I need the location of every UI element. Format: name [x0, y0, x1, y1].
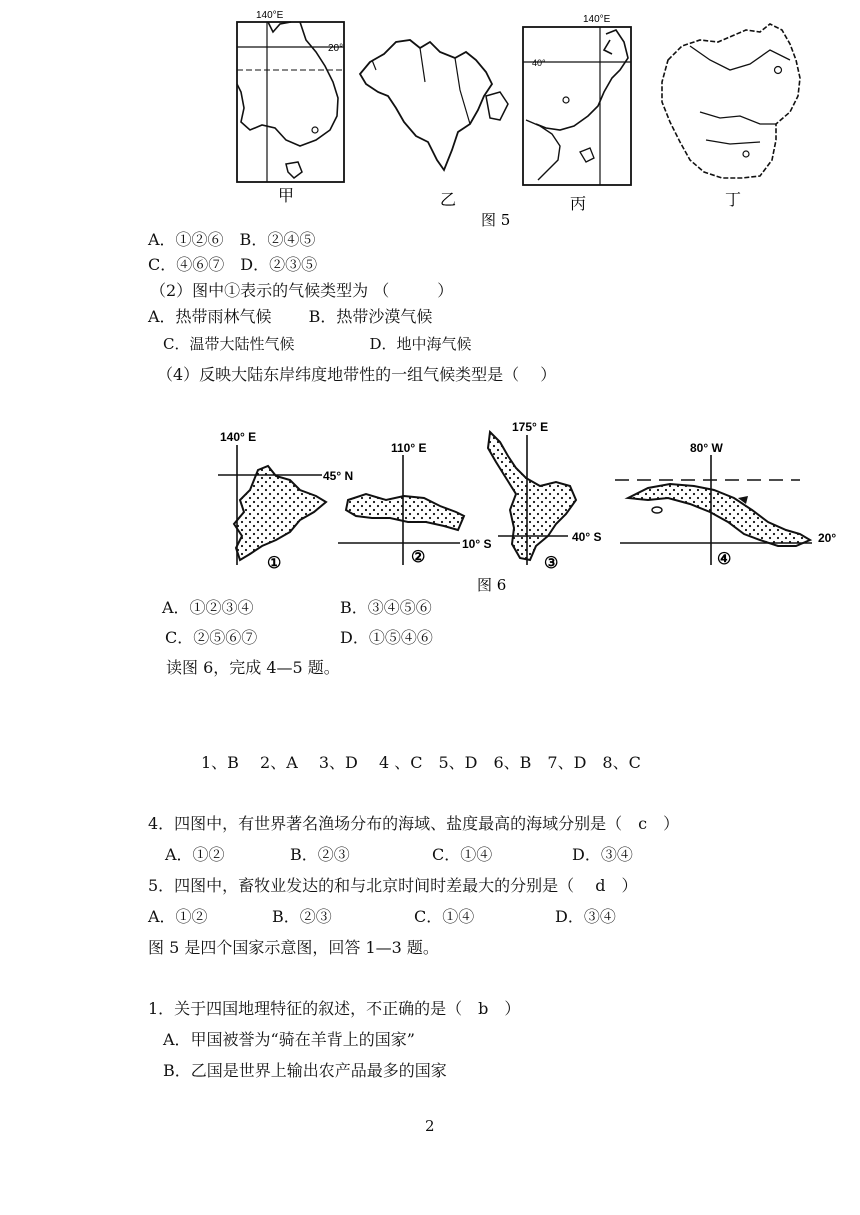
map-3: [488, 420, 601, 572]
read-figure-6-instruction: 读图 6，完成 4—5 题。: [166, 658, 340, 677]
map-1-lon-label: 140° E: [220, 430, 257, 444]
map-jia-label: 甲: [278, 186, 295, 205]
question-1-option-a: A．甲国被誉为“骑在羊背上的国家”: [163, 1030, 415, 1049]
question-5-option-d: D．③④: [555, 907, 616, 926]
option-d-set: D．①⑤④⑥: [340, 628, 433, 647]
answer-key: 1、B 2、A 3、D 4 、C 5、D 6、B 7、D 8、C: [201, 753, 641, 772]
option-a-set: A．①②③④: [162, 598, 254, 617]
map-3-number: ③: [544, 553, 559, 572]
question-2-options-ab: A．热带雨林气候 B．热带沙漠气候: [148, 307, 433, 326]
question-4-climate-stem: （4）反映大陆东岸纬度地带性的一组气候类型是（ ）: [157, 365, 557, 384]
question-4-option-a: A．①②: [165, 845, 225, 864]
map-2: [338, 441, 491, 566]
map-1-number: ①: [267, 553, 282, 572]
figure-5-caption: 图 5: [481, 211, 511, 229]
map-yi-label: 乙: [440, 190, 457, 209]
map-3-lon-label: 175° E: [512, 420, 549, 434]
question-4-option-c: C．①④: [432, 845, 493, 864]
map-bing-label: 丙: [570, 194, 587, 213]
question-2-options-cd: C．温带大陆性气候 D．地中海气候: [163, 335, 472, 353]
question-5-option-b: B．②③: [272, 907, 332, 926]
options-line-2: C．④⑥⑦ D．②③⑤: [148, 255, 318, 274]
figure-6-caption: 图 6: [477, 576, 507, 594]
map-4-lat-label: 20°: [818, 531, 837, 545]
figure-5-intro: 图 5 是四个国家示意图，回答 1—3 题。: [148, 938, 439, 957]
jia-lat-label: 20°: [328, 43, 344, 54]
question-4-option-b: B．②③: [290, 845, 350, 864]
figure-6: [0, 0, 860, 600]
bing-lat-label: 40°: [532, 58, 546, 68]
bing-lon-label: 140°E: [583, 14, 611, 25]
map-1: [218, 430, 353, 572]
page-number: 2: [425, 1117, 435, 1135]
option-b-set: B．③④⑤⑥: [340, 598, 432, 617]
question-5-option-a: A．①②: [148, 907, 208, 926]
map-4-number: ④: [717, 549, 732, 568]
question-1-stem: 1．关于四国地理特征的叙述，不正确的是（ b ）: [148, 999, 521, 1018]
map-2-number: ②: [411, 547, 426, 566]
option-c-set: C．②⑤⑥⑦: [165, 628, 258, 647]
question-5-option-c: C．①④: [414, 907, 475, 926]
question-1-option-b: B．乙国是世界上输出农产品最多的国家: [163, 1061, 447, 1080]
question-2-stem: （2）图中①表示的气候类型为 （ ）: [150, 281, 454, 300]
question-4-option-d: D．③④: [572, 845, 633, 864]
jia-lon-label: 140°E: [256, 10, 284, 21]
map-3-lat-label: 40° S: [572, 530, 602, 544]
map-ding-label: 丁: [725, 190, 742, 209]
map-1-lat-label: 45° N: [323, 469, 354, 483]
map-4-lon-label: 80° W: [690, 441, 723, 455]
question-4-stem: 4．四图中，有世界著名渔场分布的海域、盐度最高的海域分别是（ c ）: [148, 814, 680, 833]
question-5-stem: 5．四图中，畜牧业发达的和与北京时间时差最大的分别是（ d ）: [148, 876, 638, 895]
map-4: [615, 441, 836, 568]
options-line-1: A．①②⑥ B．②④⑤: [148, 230, 316, 249]
map-2-lat-label: 10° S: [462, 537, 492, 551]
map-2-lon-label: 110° E: [391, 441, 427, 455]
